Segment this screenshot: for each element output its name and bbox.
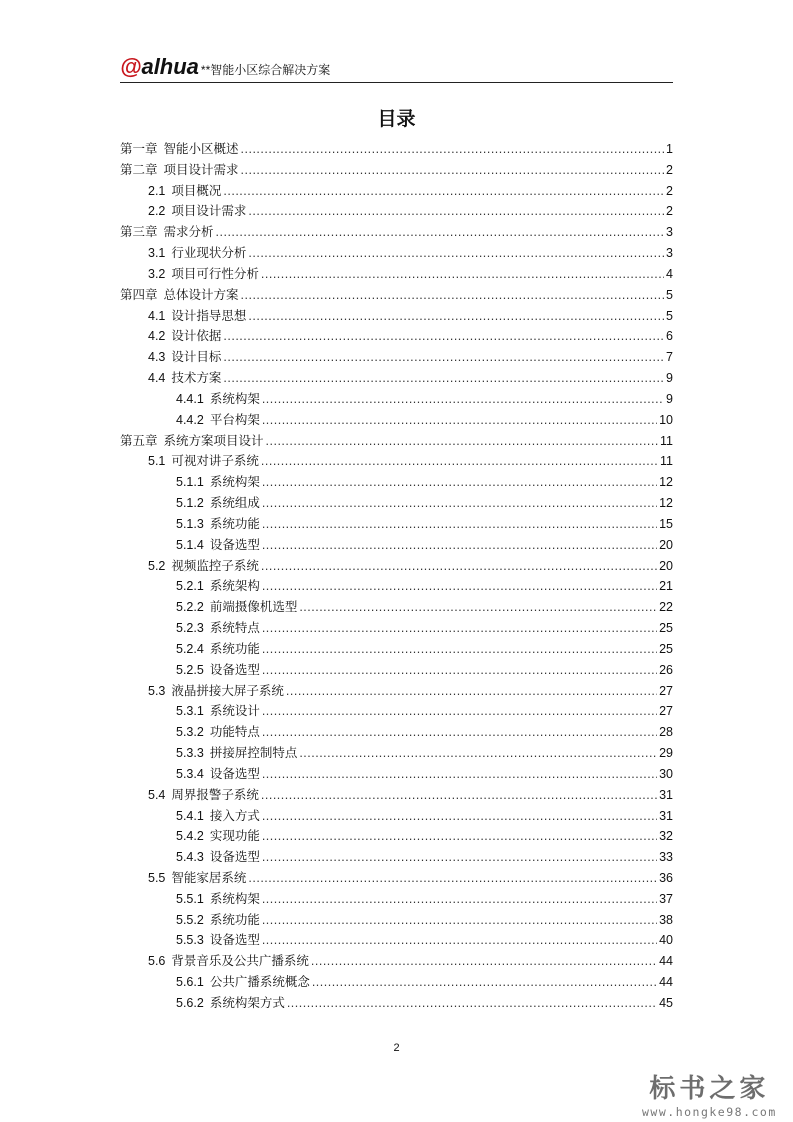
watermark-url: www.hongke98.com — [642, 1105, 777, 1119]
toc-entry[interactable] — [120, 368, 673, 389]
table-of-contents — [120, 139, 673, 1014]
toc-leader-dots — [262, 576, 657, 597]
toc-entry-label: 背景音乐及公共广播系统 — [171, 954, 309, 969]
toc-entry[interactable] — [120, 431, 673, 452]
toc-entry-page: 30 — [659, 766, 673, 781]
toc-entry-page: 37 — [659, 891, 673, 906]
toc-entry-label: 行业现状分析 — [171, 246, 247, 261]
toc-entry-label: 设备选型 — [209, 850, 260, 865]
toc-entry[interactable] — [120, 910, 673, 931]
toc-leader-dots — [262, 847, 657, 868]
toc-entry-page: 2 — [666, 183, 673, 198]
toc-entry[interactable] — [120, 243, 673, 264]
toc-entry[interactable] — [120, 535, 673, 556]
toc-entry-label: 平台构架 — [209, 412, 260, 427]
toc-leader-dots — [299, 597, 657, 618]
toc-entry[interactable] — [120, 451, 673, 472]
toc-entry-label: 设备选型 — [209, 766, 260, 781]
toc-entry[interactable] — [120, 639, 673, 660]
toc-entry-page: 38 — [659, 912, 673, 927]
toc-leader-dots — [286, 681, 657, 702]
toc-leader-dots — [262, 660, 657, 681]
toc-entry-number: 第三章 — [120, 225, 158, 240]
toc-entry-label: 技术方案 — [171, 371, 222, 386]
toc-entry-label: 智能小区概述 — [163, 142, 239, 156]
toc-entry-label: 周界报警子系统 — [171, 787, 259, 802]
toc-entry-label: 系统设计 — [209, 704, 260, 719]
toc-entry-page: 11 — [660, 433, 673, 448]
toc-entry-page: 4 — [666, 266, 673, 281]
toc-entry-label: 系统组成 — [209, 496, 260, 511]
watermark — [642, 1068, 777, 1119]
toc-entry-number: 5.6 — [148, 954, 166, 969]
toc-leader-dots — [223, 347, 664, 368]
toc-entry[interactable] — [120, 493, 673, 514]
toc-entry-page: 9 — [666, 371, 673, 386]
toc-entry-number: 4.4 — [148, 371, 166, 386]
header-title: **智能小区综合解决方案 — [200, 63, 331, 77]
toc-entry-page: 40 — [659, 933, 673, 948]
toc-leader-dots — [248, 306, 664, 327]
toc-entry-page: 32 — [659, 829, 673, 844]
toc-entry-page: 3 — [666, 225, 673, 240]
page-number: 2 — [393, 1042, 400, 1054]
toc-entry-page: 22 — [659, 600, 673, 615]
toc-entry-number: 5.5.2 — [176, 912, 204, 927]
toc-entry[interactable] — [120, 681, 673, 702]
toc-leader-dots — [223, 181, 664, 202]
toc-entry-number: 5.1 — [148, 454, 166, 469]
toc-leader-dots — [262, 389, 664, 410]
toc-entry-number: 5.1.2 — [176, 496, 204, 511]
toc-entry[interactable] — [120, 139, 673, 160]
toc-leader-dots — [311, 951, 657, 972]
toc-entry-number: 5.2.2 — [176, 600, 204, 615]
toc-leader-dots — [216, 222, 665, 243]
toc-entry-number: 5.4.2 — [176, 829, 204, 844]
toc-entry-label: 设计指导思想 — [171, 308, 247, 323]
toc-entry-number: 4.1 — [148, 308, 166, 323]
toc-entry-page: 29 — [659, 746, 673, 761]
toc-entry-number: 5.4 — [148, 787, 166, 802]
toc-entry-page: 7 — [666, 350, 673, 365]
toc-leader-dots — [262, 493, 657, 514]
toc-entry[interactable] — [120, 764, 673, 785]
toc-entry[interactable] — [120, 889, 673, 910]
toc-entry-label: 设备选型 — [209, 662, 260, 677]
toc-entry-number: 5.3 — [148, 683, 166, 698]
toc-leader-dots — [262, 806, 657, 827]
toc-entry-number: 4.4.2 — [176, 412, 204, 427]
toc-entry-page: 31 — [659, 808, 673, 823]
page-header — [120, 56, 330, 78]
toc-entry-number: 5.6.1 — [176, 975, 204, 990]
toc-entry[interactable] — [120, 201, 673, 222]
toc-entry[interactable] — [120, 264, 673, 285]
toc-entry[interactable] — [120, 618, 673, 639]
toc-entry-page: 12 — [659, 475, 673, 490]
dahua-logo: @alhua — [120, 54, 199, 79]
toc-entry-page: 33 — [659, 850, 673, 865]
toc-entry[interactable] — [120, 285, 673, 306]
toc-entry[interactable] — [120, 472, 673, 493]
toc-entry-number: 5.1.1 — [176, 475, 204, 490]
toc-entry-page: 25 — [659, 621, 673, 636]
toc-entry-label: 系统方案项目设计 — [163, 433, 264, 448]
toc-leader-dots — [241, 285, 665, 306]
toc-entry-page: 36 — [659, 870, 673, 885]
toc-entry-label: 设备选型 — [209, 933, 260, 948]
toc-entry-label: 系统架构 — [209, 579, 260, 594]
toc-entry-page: 28 — [659, 725, 673, 740]
toc-leader-dots — [261, 556, 657, 577]
toc-entry-label: 项目概况 — [171, 183, 222, 198]
toc-entry-number: 5.2.3 — [176, 621, 204, 636]
toc-entry-label: 需求分析 — [163, 225, 214, 240]
toc-entry-label: 系统构架方式 — [209, 995, 285, 1010]
toc-entry-number: 5.2.4 — [176, 641, 204, 656]
toc-entry-page: 26 — [659, 662, 673, 677]
toc-entry-label: 系统构架 — [209, 475, 260, 490]
toc-entry-number: 4.4.1 — [176, 391, 204, 406]
toc-entry-label: 设计目标 — [171, 350, 222, 365]
toc-leader-dots — [262, 764, 657, 785]
toc-entry-page: 44 — [659, 954, 673, 969]
toc-entry[interactable] — [120, 826, 673, 847]
toc-entry-page: 44 — [659, 975, 673, 990]
toc-leader-dots — [262, 889, 657, 910]
toc-entry-number: 3.1 — [148, 246, 166, 261]
toc-entry[interactable] — [120, 868, 673, 889]
toc-entry-label: 项目可行性分析 — [171, 266, 259, 281]
toc-entry-number: 5.4.3 — [176, 850, 204, 865]
toc-leader-dots — [262, 722, 657, 743]
toc-entry-label: 公共广播系统概念 — [209, 975, 310, 990]
toc-entry-page: 5 — [666, 287, 673, 302]
toc-leader-dots — [262, 535, 657, 556]
toc-leader-dots — [312, 972, 657, 993]
toc-entry-number: 第一章 — [120, 142, 158, 156]
toc-entry-number: 5.5.3 — [176, 933, 204, 948]
toc-entry-number: 5.5 — [148, 870, 166, 885]
toc-entry-number: 5.1.4 — [176, 537, 204, 552]
toc-leader-dots — [223, 326, 664, 347]
toc-entry-number: 5.3.1 — [176, 704, 204, 719]
toc-entry[interactable] — [120, 306, 673, 327]
toc-entry-label: 系统功能 — [209, 516, 260, 531]
toc-entry-number: 5.4.1 — [176, 808, 204, 823]
toc-entry-number: 第二章 — [120, 162, 158, 177]
toc-entry-page: 2 — [666, 162, 673, 177]
toc-entry-number: 第四章 — [120, 287, 158, 302]
toc-entry-number: 2.2 — [148, 204, 166, 219]
toc-entry-number: 5.2 — [148, 558, 166, 573]
toc-entry-label: 智能家居系统 — [171, 870, 247, 885]
toc-leader-dots — [262, 472, 657, 493]
toc-leader-dots — [262, 910, 657, 931]
toc-leader-dots — [262, 930, 657, 951]
toc-title: 目录 — [377, 109, 416, 130]
toc-entry-label: 项目设计需求 — [171, 204, 247, 219]
toc-entry-number: 5.2.5 — [176, 662, 204, 677]
toc-entry-label: 前端摄像机选型 — [209, 600, 298, 615]
toc-entry-page: 9 — [666, 391, 673, 406]
toc-entry-page: 20 — [659, 558, 673, 573]
toc-entry[interactable] — [120, 160, 673, 181]
toc-entry-label: 可视对讲子系统 — [171, 454, 259, 469]
toc-entry[interactable] — [120, 806, 673, 827]
toc-entry[interactable] — [120, 556, 673, 577]
toc-leader-dots — [262, 639, 657, 660]
toc-entry-number: 2.1 — [148, 183, 166, 198]
toc-entry-label: 系统功能 — [209, 912, 260, 927]
toc-entry[interactable] — [120, 389, 673, 410]
toc-entry-page: 3 — [666, 246, 673, 261]
toc-entry-page: 6 — [666, 329, 673, 344]
toc-entry[interactable] — [120, 993, 673, 1014]
toc-entry-number: 5.6.2 — [176, 995, 204, 1010]
toc-entry-page: 5 — [666, 308, 673, 323]
toc-entry-page: 27 — [659, 704, 673, 719]
toc-leader-dots — [262, 701, 657, 722]
toc-entry-number: 3.2 — [148, 266, 166, 281]
toc-leader-dots — [248, 201, 664, 222]
toc-entry[interactable] — [120, 660, 673, 681]
toc-entry-number: 第五章 — [120, 433, 158, 448]
toc-leader-dots — [248, 243, 664, 264]
toc-entry-page: 2 — [666, 204, 673, 219]
toc-entry-page: 21 — [659, 579, 673, 594]
toc-entry-number: 5.1.3 — [176, 516, 204, 531]
toc-entry-number: 5.3.4 — [176, 766, 204, 781]
toc-entry-page: 10 — [659, 412, 673, 427]
toc-entry-page: 1 — [666, 142, 673, 156]
toc-entry-number: 4.3 — [148, 350, 166, 365]
toc-entry[interactable] — [120, 722, 673, 743]
toc-entry[interactable] — [120, 930, 673, 951]
toc-entry[interactable] — [120, 222, 673, 243]
toc-entry[interactable] — [120, 972, 673, 993]
toc-entry-label: 视频监控子系统 — [171, 558, 259, 573]
toc-entry-label: 液晶拼接大屏子系统 — [171, 683, 284, 698]
toc-entry-page: 45 — [659, 995, 673, 1010]
toc-entry-page: 12 — [659, 496, 673, 511]
watermark-title: 标书之家 — [649, 1073, 770, 1103]
toc-leader-dots — [262, 826, 657, 847]
toc-entry[interactable] — [120, 576, 673, 597]
toc-leader-dots — [266, 431, 658, 452]
toc-entry-label: 系统特点 — [209, 621, 260, 636]
toc-entry[interactable] — [120, 597, 673, 618]
toc-leader-dots — [262, 618, 657, 639]
toc-entry-page: 25 — [659, 641, 673, 656]
toc-entry-number: 5.2.1 — [176, 579, 204, 594]
toc-entry-page: 15 — [659, 516, 673, 531]
toc-leader-dots — [299, 743, 657, 764]
toc-entry-page: 11 — [660, 454, 673, 469]
toc-leader-dots — [262, 410, 657, 431]
toc-entry[interactable] — [120, 743, 673, 764]
toc-entry[interactable] — [120, 847, 673, 868]
toc-entry-label: 系统功能 — [209, 641, 260, 656]
toc-entry[interactable] — [120, 701, 673, 722]
toc-leader-dots — [241, 160, 665, 181]
header-rule — [120, 82, 673, 83]
toc-entry-label: 拼接屏控制特点 — [209, 746, 298, 761]
toc-leader-dots — [261, 451, 658, 472]
toc-leader-dots — [261, 785, 657, 806]
toc-entry[interactable] — [120, 326, 673, 347]
toc-leader-dots — [241, 139, 665, 160]
toc-entry-number: 4.2 — [148, 329, 166, 344]
toc-leader-dots — [248, 868, 657, 889]
toc-entry-page: 31 — [659, 787, 673, 802]
toc-leader-dots — [262, 514, 657, 535]
toc-entry[interactable] — [120, 514, 673, 535]
toc-entry[interactable] — [120, 181, 673, 202]
toc-entry-label: 实现功能 — [209, 829, 260, 844]
toc-entry-label: 总体设计方案 — [163, 287, 239, 302]
toc-entry-number: 5.3.3 — [176, 746, 204, 761]
toc-entry-label: 系统构架 — [209, 391, 260, 406]
toc-entry-label: 接入方式 — [209, 808, 260, 823]
toc-entry[interactable] — [120, 347, 673, 368]
toc-leader-dots — [223, 368, 664, 389]
toc-entry-label: 系统构架 — [209, 891, 260, 906]
toc-entry-label: 项目设计需求 — [163, 162, 239, 177]
toc-leader-dots — [287, 993, 657, 1014]
toc-entry-label: 设备选型 — [209, 537, 260, 552]
toc-leader-dots — [261, 264, 664, 285]
toc-entry-label: 设计依据 — [171, 329, 222, 344]
toc-entry-label: 功能特点 — [209, 725, 260, 740]
toc-entry-page: 27 — [659, 683, 673, 698]
toc-entry[interactable] — [120, 785, 673, 806]
toc-entry[interactable] — [120, 951, 673, 972]
toc-entry-number: 5.5.1 — [176, 891, 204, 906]
toc-entry-number: 5.3.2 — [176, 725, 204, 740]
toc-entry[interactable] — [120, 410, 673, 431]
toc-entry-page: 20 — [659, 537, 673, 552]
